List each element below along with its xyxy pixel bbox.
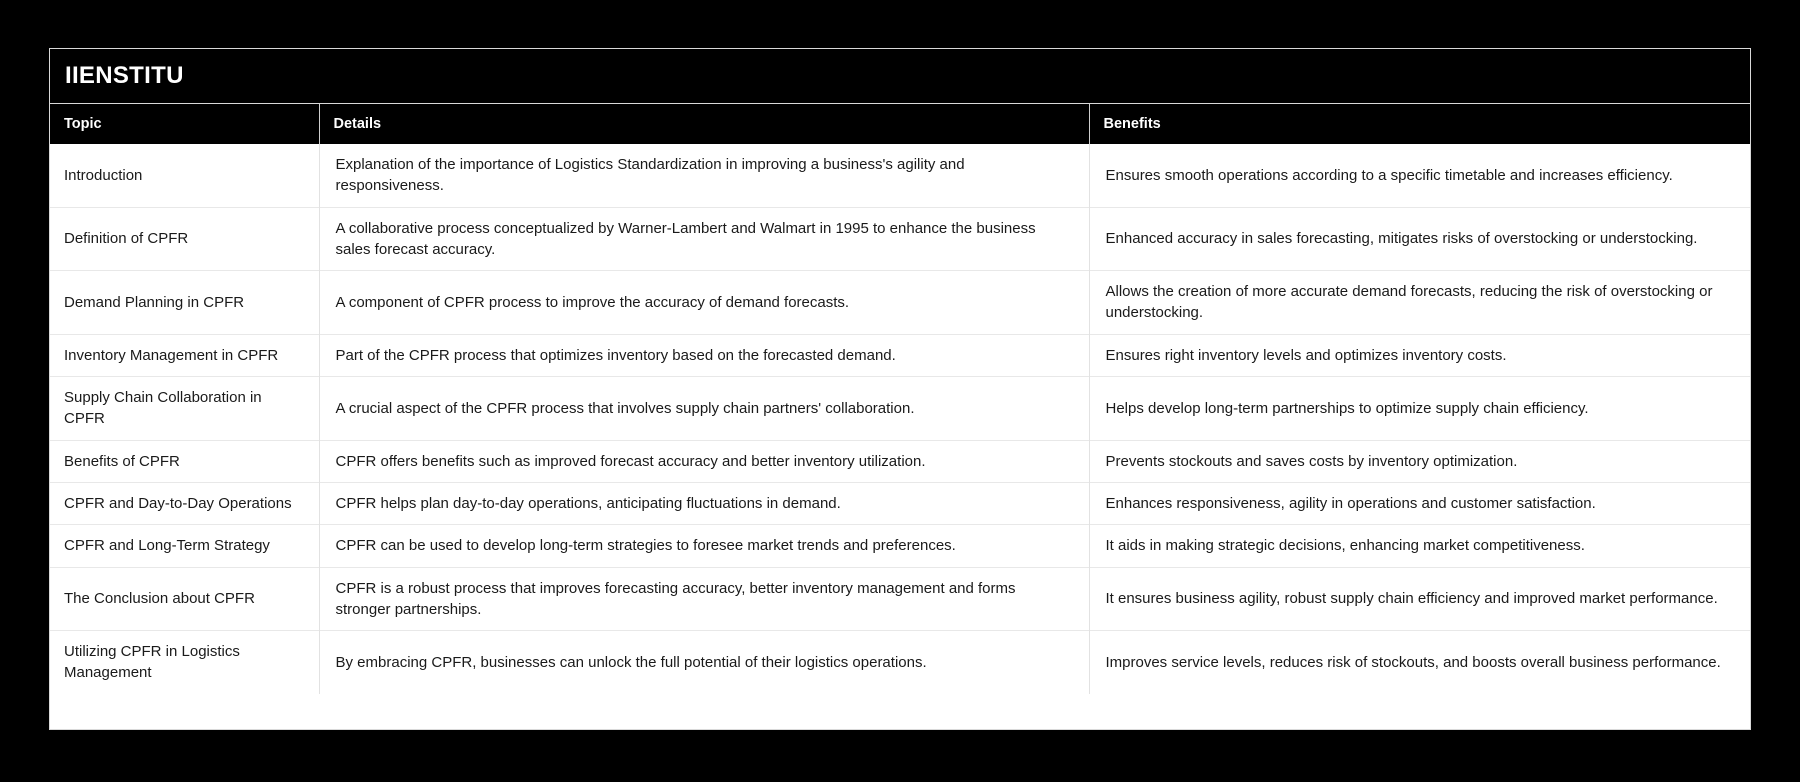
cell-topic: Introduction — [50, 144, 319, 207]
cell-details: A component of CPFR process to improve the accuracy of demand forecasts. — [319, 271, 1089, 335]
cell-topic: Definition of CPFR — [50, 207, 319, 271]
table-row — [50, 631, 1750, 694]
cell-topic: Demand Planning in CPFR — [50, 271, 319, 335]
cell-details: A crucial aspect of the CPFR process that involves supply chain partners' collaboration. — [319, 377, 1089, 441]
cell-topic: Supply Chain Collaboration in CPFR — [50, 377, 319, 441]
table-header — [50, 104, 1750, 144]
column-header-topic: Topic — [50, 104, 319, 144]
cell-benefits: Prevents stockouts and saves costs by inventory optimization. — [1089, 440, 1750, 482]
cell-topic: Utilizing CPFR in Logistics Management — [50, 631, 319, 694]
table-header-row — [50, 104, 1750, 144]
cell-benefits: It ensures business agility, robust supply chain efficiency and improved market performance. — [1089, 567, 1750, 631]
cell-details: Explanation of the importance of Logistics Standardization in improving a business's agility and responsiveness. — [319, 144, 1089, 207]
cell-benefits: Ensures right inventory levels and optimizes inventory costs. — [1089, 334, 1750, 376]
cell-benefits: It aids in making strategic decisions, enhancing market competitiveness. — [1089, 525, 1750, 567]
table-body — [50, 144, 1750, 694]
cpfr-table — [50, 104, 1750, 694]
table-row — [50, 377, 1750, 441]
table-row — [50, 271, 1750, 335]
cell-details: CPFR offers benefits such as improved forecast accuracy and better inventory utilization. — [319, 440, 1089, 482]
table-row — [50, 207, 1750, 271]
column-header-benefits: Benefits — [1089, 104, 1750, 144]
table-row — [50, 144, 1750, 207]
cell-details: A collaborative process conceptualized by Warner-Lambert and Walmart in 1995 to enhance the business sales forecast accuracy. — [319, 207, 1089, 271]
cell-topic: Benefits of CPFR — [50, 440, 319, 482]
cell-details: CPFR helps plan day-to-day operations, anticipating fluctuations in demand. — [319, 482, 1089, 524]
cell-details: CPFR can be used to develop long-term strategies to foresee market trends and preferences. — [319, 525, 1089, 567]
cell-details: CPFR is a robust process that improves forecasting accuracy, better inventory management and forms stronger partnerships. — [319, 567, 1089, 631]
cell-benefits: Enhanced accuracy in sales forecasting, mitigates risks of overstocking or understocking. — [1089, 207, 1750, 271]
table-row — [50, 482, 1750, 524]
table-row — [50, 440, 1750, 482]
cell-benefits: Helps develop long-term partnerships to optimize supply chain efficiency. — [1089, 377, 1750, 441]
cell-details: Part of the CPFR process that optimizes inventory based on the forecasted demand. — [319, 334, 1089, 376]
cell-benefits: Allows the creation of more accurate demand forecasts, reducing the risk of overstocking or understocking. — [1089, 271, 1750, 335]
cell-topic: The Conclusion about CPFR — [50, 567, 319, 631]
table-row — [50, 567, 1750, 631]
table-row — [50, 334, 1750, 376]
cell-topic: CPFR and Day-to-Day Operations — [50, 482, 319, 524]
brand-header — [50, 49, 1750, 104]
column-header-details: Details — [319, 104, 1089, 144]
cell-benefits: Ensures smooth operations according to a specific timetable and increases efficiency. — [1089, 144, 1750, 207]
brand-title: IIENSTITU — [65, 62, 184, 89]
cell-benefits: Improves service levels, reduces risk of stockouts, and boosts overall business performance. — [1089, 631, 1750, 694]
cell-topic: CPFR and Long-Term Strategy — [50, 525, 319, 567]
table-row — [50, 525, 1750, 567]
cell-topic: Inventory Management in CPFR — [50, 334, 319, 376]
cell-benefits: Enhances responsiveness, agility in operations and customer satisfaction. — [1089, 482, 1750, 524]
table-container — [49, 48, 1751, 730]
cell-details: By embracing CPFR, businesses can unlock the full potential of their logistics operations. — [319, 631, 1089, 694]
